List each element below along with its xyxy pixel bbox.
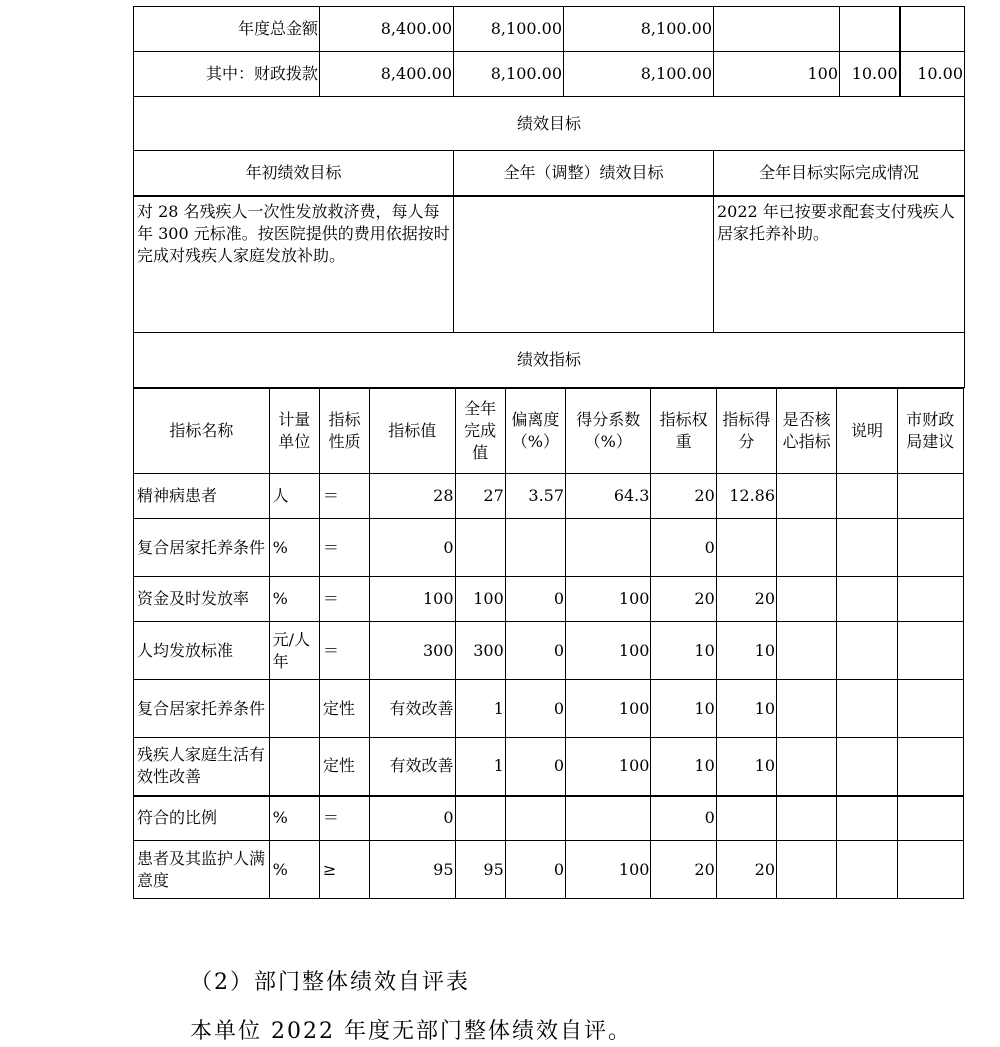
cell-deviation bbox=[505, 796, 565, 841]
cell-unit: % bbox=[269, 796, 319, 841]
funding-value bbox=[900, 7, 965, 52]
cell-weight: 20 bbox=[651, 577, 716, 622]
cell-target: 100 bbox=[370, 577, 455, 622]
header-cell: 是否核心指标 bbox=[777, 389, 837, 474]
cell-nature: 定性 bbox=[319, 680, 369, 738]
header-cell: 指标得分 bbox=[716, 389, 776, 474]
funding-value: 8,400.00 bbox=[320, 7, 454, 52]
cell-score: 20 bbox=[716, 841, 776, 899]
cell-name: 残疾人家庭生活有效性改善 bbox=[134, 738, 270, 796]
cell-core bbox=[777, 519, 837, 577]
header-cell: 市财政局建议 bbox=[897, 389, 963, 474]
cell-score: 10 bbox=[716, 680, 776, 738]
cell-advice bbox=[897, 841, 963, 899]
goals-header-initial: 年初绩效目标 bbox=[134, 151, 454, 196]
funding-value: 8,100.00 bbox=[454, 52, 564, 97]
cell-actual bbox=[455, 519, 505, 577]
cell-target: 0 bbox=[370, 519, 455, 577]
cell-nature: ＝ bbox=[319, 519, 369, 577]
goals-header-actual: 全年目标实际完成情况 bbox=[714, 151, 965, 196]
funding-label: 年度总金额 bbox=[134, 7, 320, 52]
cell-target: 有效改善 bbox=[370, 680, 455, 738]
cell-target: 0 bbox=[370, 796, 455, 841]
goals-section-title: 绩效目标 bbox=[134, 97, 965, 151]
funding-value: 100 bbox=[714, 52, 840, 97]
cell-nature: ≥ bbox=[319, 841, 369, 899]
header-cell: 计量单位 bbox=[269, 389, 319, 474]
funding-label: 其中：财政拨款 bbox=[134, 52, 320, 97]
cell-name: 复合居家托养条件 bbox=[134, 680, 270, 738]
cell-actual: 95 bbox=[455, 841, 505, 899]
cell-advice bbox=[897, 519, 963, 577]
cell-coef bbox=[566, 796, 651, 841]
cell-advice bbox=[897, 796, 963, 841]
goals-content-row bbox=[134, 196, 965, 333]
funding-row-fiscal bbox=[134, 52, 965, 97]
cell-deviation: 0 bbox=[505, 622, 565, 680]
cell-coef: 100 bbox=[566, 680, 651, 738]
cell-advice bbox=[897, 622, 963, 680]
cell-coef: 64.3 bbox=[566, 474, 651, 519]
cell-nature: ＝ bbox=[319, 474, 369, 519]
cell-advice bbox=[897, 577, 963, 622]
cell-advice bbox=[897, 738, 963, 796]
cell-unit: % bbox=[269, 841, 319, 899]
goals-header-row bbox=[134, 151, 965, 196]
cell-nature: ＝ bbox=[319, 622, 369, 680]
goals-section-row bbox=[134, 97, 965, 151]
cell-weight: 0 bbox=[651, 796, 716, 841]
cell-core bbox=[777, 622, 837, 680]
cell-score: 12.86 bbox=[716, 474, 776, 519]
indicators-table bbox=[133, 388, 964, 899]
cell-advice bbox=[897, 474, 963, 519]
cell-name: 复合居家托养条件 bbox=[134, 519, 270, 577]
cell-deviation: 0 bbox=[505, 841, 565, 899]
indicators-header-row bbox=[134, 389, 964, 474]
cell-weight: 20 bbox=[651, 841, 716, 899]
body-paragraph: 本单位 2022 年度无部门整体绩效自评。 bbox=[190, 1019, 632, 1044]
goals-initial-text: 对 28 名残疾人一次性发放救济费，每人每年 300 元标准。按医院提供的费用依据按时完成对残疾人家庭发放补助。 bbox=[134, 196, 454, 333]
cell-unit bbox=[269, 738, 319, 796]
cell-deviation: 0 bbox=[505, 738, 565, 796]
goals-actual-text: 2022 年已按要求配套支付残疾人居家托养补助。 bbox=[714, 196, 965, 333]
header-cell: 得分系数（%） bbox=[566, 389, 651, 474]
table-row bbox=[134, 622, 964, 680]
header-cell: 全年完成值 bbox=[455, 389, 505, 474]
cell-coef: 100 bbox=[566, 622, 651, 680]
cell-coef: 100 bbox=[566, 577, 651, 622]
cell-name: 符合的比例 bbox=[134, 796, 270, 841]
cell-weight: 10 bbox=[651, 680, 716, 738]
cell-coef: 100 bbox=[566, 841, 651, 899]
cell-actual: 1 bbox=[455, 738, 505, 796]
cell-core bbox=[777, 796, 837, 841]
cell-score: 10 bbox=[716, 738, 776, 796]
cell-coef bbox=[566, 519, 651, 577]
section-heading: （2）部门整体绩效自评表 bbox=[190, 970, 470, 995]
indicators-section-row bbox=[134, 333, 965, 388]
cell-note bbox=[837, 474, 897, 519]
funding-value: 8,100.00 bbox=[454, 7, 564, 52]
cell-score: 20 bbox=[716, 577, 776, 622]
table-row bbox=[134, 680, 964, 738]
cell-target: 28 bbox=[370, 474, 455, 519]
cell-core bbox=[777, 738, 837, 796]
table-row bbox=[134, 796, 964, 841]
cell-weight: 20 bbox=[651, 474, 716, 519]
cell-score bbox=[716, 796, 776, 841]
cell-actual: 100 bbox=[455, 577, 505, 622]
header-cell: 指标值 bbox=[370, 389, 455, 474]
goals-header-adjusted: 全年（调整）绩效目标 bbox=[454, 151, 714, 196]
cell-coef: 100 bbox=[566, 738, 651, 796]
header-cell: 偏离度（%） bbox=[505, 389, 565, 474]
cell-core bbox=[777, 474, 837, 519]
funding-value: 8,400.00 bbox=[320, 52, 454, 97]
funding-value bbox=[714, 7, 840, 52]
cell-target: 300 bbox=[370, 622, 455, 680]
header-cell: 说明 bbox=[837, 389, 897, 474]
cell-unit bbox=[269, 680, 319, 738]
table-row bbox=[134, 474, 964, 519]
cell-deviation: 3.57 bbox=[505, 474, 565, 519]
cell-target: 有效改善 bbox=[370, 738, 455, 796]
funding-value: 8,100.00 bbox=[564, 7, 714, 52]
cell-weight: 10 bbox=[651, 622, 716, 680]
cell-actual: 1 bbox=[455, 680, 505, 738]
cell-weight: 0 bbox=[651, 519, 716, 577]
cell-name: 精神病患者 bbox=[134, 474, 270, 519]
cell-unit: % bbox=[269, 577, 319, 622]
header-cell: 指标性质 bbox=[319, 389, 369, 474]
cell-deviation: 0 bbox=[505, 577, 565, 622]
cell-name: 患者及其监护人满意度 bbox=[134, 841, 270, 899]
cell-actual: 300 bbox=[455, 622, 505, 680]
cell-nature: 定性 bbox=[319, 738, 369, 796]
cell-score bbox=[716, 519, 776, 577]
cell-deviation: 0 bbox=[505, 680, 565, 738]
funding-value: 10.00 bbox=[840, 52, 900, 97]
cell-unit: 人 bbox=[269, 474, 319, 519]
cell-unit: % bbox=[269, 519, 319, 577]
table-row bbox=[134, 577, 964, 622]
cell-note bbox=[837, 680, 897, 738]
cell-note bbox=[837, 577, 897, 622]
funding-goals-table bbox=[133, 6, 965, 388]
cell-score: 10 bbox=[716, 622, 776, 680]
cell-actual bbox=[455, 796, 505, 841]
cell-weight: 10 bbox=[651, 738, 716, 796]
cell-note bbox=[837, 738, 897, 796]
funding-value: 10.00 bbox=[900, 52, 965, 97]
cell-unit: 元/人年 bbox=[269, 622, 319, 680]
header-cell: 指标权重 bbox=[651, 389, 716, 474]
funding-value bbox=[840, 7, 900, 52]
cell-note bbox=[837, 841, 897, 899]
indicators-section-title: 绩效指标 bbox=[134, 333, 965, 388]
cell-nature: ＝ bbox=[319, 577, 369, 622]
cell-note bbox=[837, 519, 897, 577]
table-row bbox=[134, 841, 964, 899]
table-row bbox=[134, 738, 964, 796]
header-cell: 指标名称 bbox=[134, 389, 270, 474]
cell-note bbox=[837, 622, 897, 680]
table-row bbox=[134, 519, 964, 577]
indicators-body bbox=[134, 474, 964, 899]
cell-nature: ＝ bbox=[319, 796, 369, 841]
cell-name: 人均发放标准 bbox=[134, 622, 270, 680]
cell-core bbox=[777, 841, 837, 899]
cell-actual: 27 bbox=[455, 474, 505, 519]
cell-core bbox=[777, 680, 837, 738]
funding-row-total bbox=[134, 7, 965, 52]
cell-name: 资金及时发放率 bbox=[134, 577, 270, 622]
cell-advice bbox=[897, 680, 963, 738]
cell-target: 95 bbox=[370, 841, 455, 899]
cell-core bbox=[777, 577, 837, 622]
funding-value: 8,100.00 bbox=[564, 52, 714, 97]
cell-deviation bbox=[505, 519, 565, 577]
goals-adjusted-text bbox=[454, 196, 714, 333]
cell-note bbox=[837, 796, 897, 841]
